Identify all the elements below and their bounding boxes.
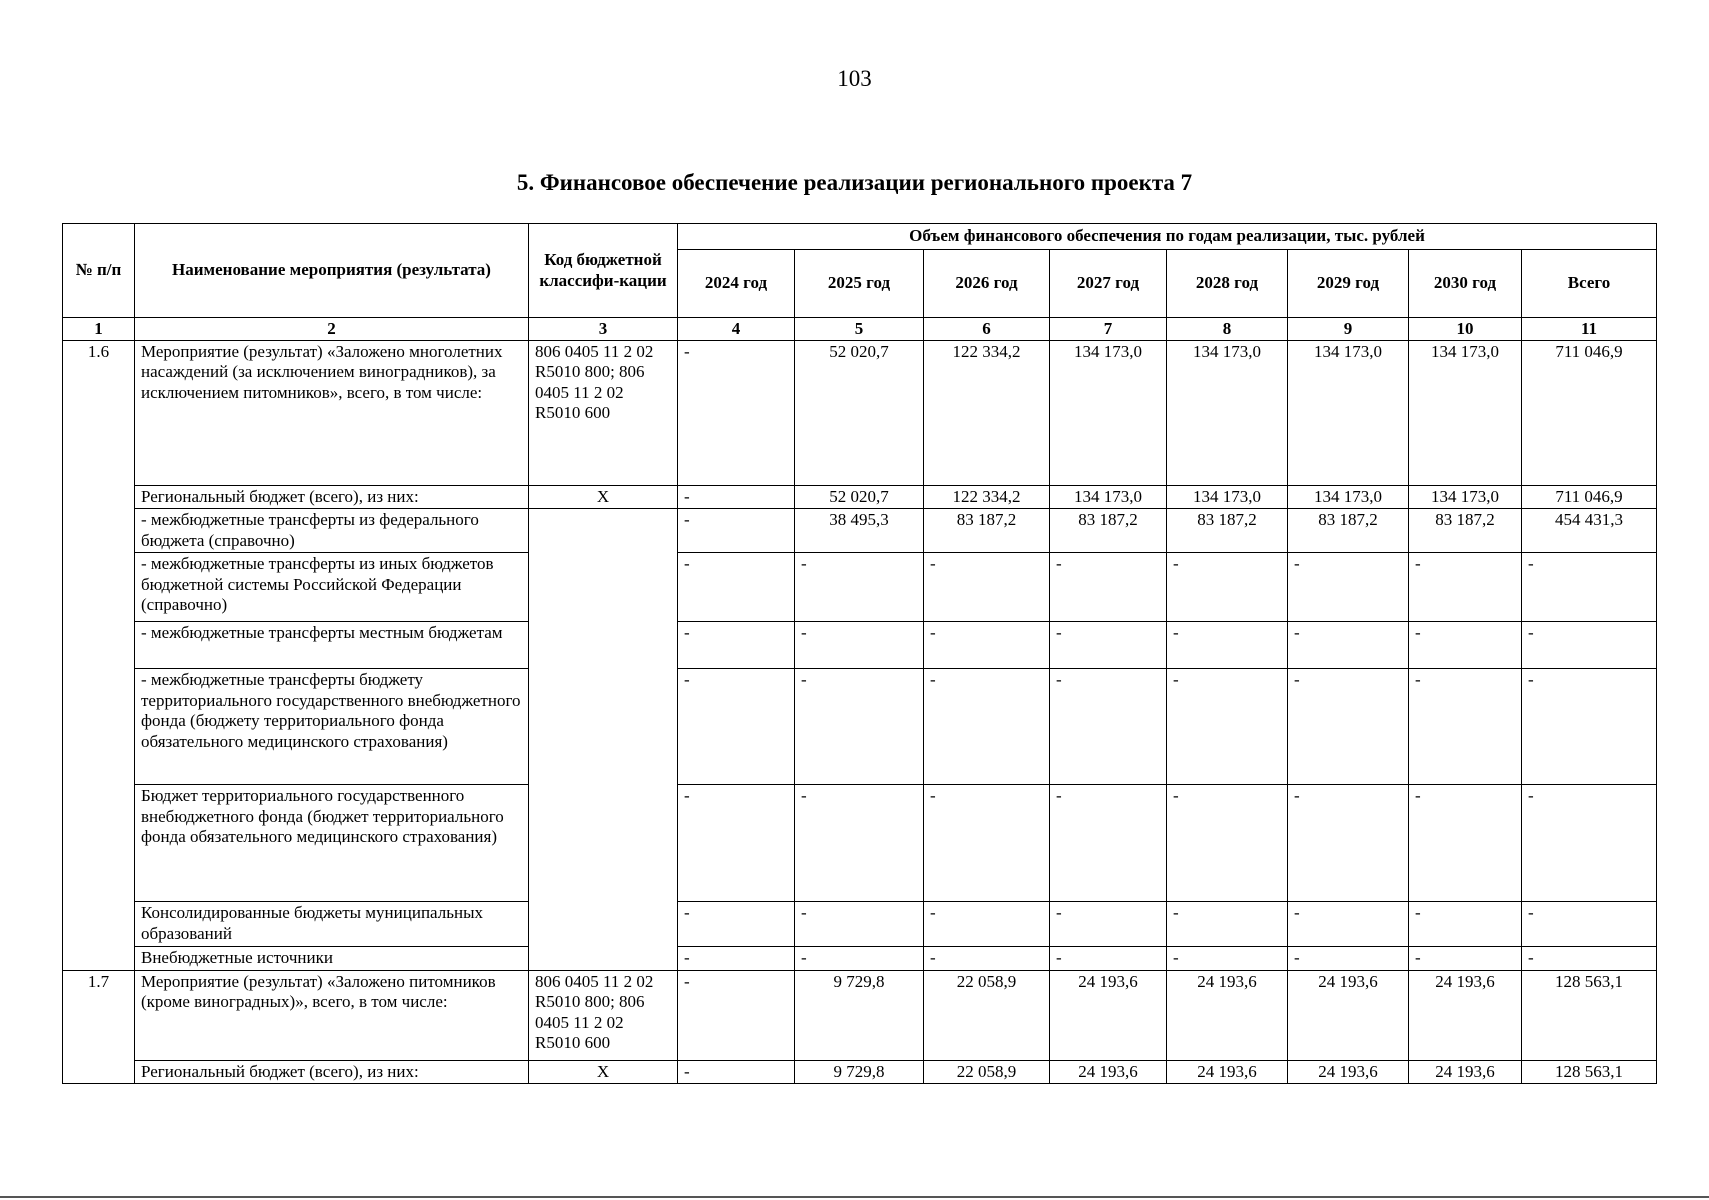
value-cell: - (1167, 669, 1288, 785)
table-row (63, 553, 1657, 622)
col-number: 7 (1050, 318, 1167, 341)
row-name: Мероприятие (результат) «Заложено питомников (кроме виноградных)», всего, в том числе: (135, 970, 529, 1060)
value-cell: - (1522, 947, 1657, 970)
value-cell: 134 173,0 (1167, 341, 1288, 486)
value-cell: - (678, 486, 795, 509)
value-cell: 711 046,9 (1522, 486, 1657, 509)
value-cell: - (795, 553, 924, 622)
header-year-2027: 2027 год (1050, 250, 1167, 318)
value-cell: 24 193,6 (1167, 1060, 1288, 1083)
value-cell: 9 729,8 (795, 1060, 924, 1083)
value-cell: - (1167, 553, 1288, 622)
col-number: 8 (1167, 318, 1288, 341)
row-number: 1.6 (63, 341, 135, 971)
value-cell: - (1288, 622, 1409, 669)
value-cell: - (795, 622, 924, 669)
value-cell: 24 193,6 (1167, 970, 1288, 1060)
value-cell: - (1409, 669, 1522, 785)
value-cell: 83 187,2 (1288, 509, 1409, 553)
value-cell: 24 193,6 (1409, 1060, 1522, 1083)
value-cell: 9 729,8 (795, 970, 924, 1060)
header-year-2024: 2024 год (678, 250, 795, 318)
value-cell: - (678, 970, 795, 1060)
value-cell: 134 173,0 (1167, 486, 1288, 509)
table-row (63, 486, 1657, 509)
header-num: № п/п (63, 224, 135, 318)
value-cell: - (678, 553, 795, 622)
value-cell: - (1522, 669, 1657, 785)
value-cell: 22 058,9 (924, 1060, 1050, 1083)
header-volume: Объем финансового обеспечения по годам реализации, тыс. рублей (678, 224, 1657, 250)
header-total: Всего (1522, 250, 1657, 318)
value-cell: - (1288, 669, 1409, 785)
table-row (63, 669, 1657, 785)
page-number: 103 (837, 66, 872, 91)
row-name: Бюджет территориального государственного внебюджетного фонда (бюджет территориального фонда обязательного медицинского страхования) (135, 785, 529, 902)
row-name: - межбюджетные трансферты местным бюджетам (135, 622, 529, 669)
value-cell: 134 173,0 (1050, 341, 1167, 486)
value-cell: - (1167, 947, 1288, 970)
row-number: 1.7 (63, 970, 135, 1083)
value-cell: - (1288, 553, 1409, 622)
value-cell: 454 431,3 (1522, 509, 1657, 553)
value-cell: 134 173,0 (1050, 486, 1167, 509)
value-cell: - (795, 947, 924, 970)
value-cell: - (678, 341, 795, 486)
value-cell: - (795, 785, 924, 902)
value-cell: - (924, 669, 1050, 785)
table-row (63, 509, 1657, 553)
value-cell: - (678, 622, 795, 669)
row-name: - межбюджетные трансферты из федерального бюджета (справочно) (135, 509, 529, 553)
value-cell: - (1288, 785, 1409, 902)
col-number: 1 (63, 318, 135, 341)
value-cell: - (924, 622, 1050, 669)
col-number: 6 (924, 318, 1050, 341)
col-number: 2 (135, 318, 529, 341)
row-name: Региональный бюджет (всего), из них: (135, 486, 529, 509)
value-cell: - (1050, 622, 1167, 669)
row-name: Мероприятие (результат) «Заложено многолетних насаждений (за исключением виноградников), за исключением питомников», всего, в том числе: (135, 341, 529, 486)
row-name: - межбюджетные трансферты из иных бюджетов бюджетной системы Российской Федерации (справочно) (135, 553, 529, 622)
row-name: Региональный бюджет (всего), из них: (135, 1060, 529, 1083)
value-cell: - (1409, 622, 1522, 669)
value-cell: - (678, 669, 795, 785)
header-code: Код бюджетной классифи-кации (529, 224, 678, 318)
value-cell: - (1050, 947, 1167, 970)
row-name: Консолидированные бюджеты муниципальных образований (135, 902, 529, 947)
value-cell: - (924, 553, 1050, 622)
value-cell: - (1050, 553, 1167, 622)
value-cell: - (1288, 902, 1409, 947)
value-cell: 134 173,0 (1288, 486, 1409, 509)
value-cell: 128 563,1 (1522, 1060, 1657, 1083)
value-cell: 134 173,0 (1409, 486, 1522, 509)
row-code: X (529, 486, 678, 509)
value-cell: 83 187,2 (924, 509, 1050, 553)
row-code-empty (529, 509, 678, 970)
value-cell: - (1522, 622, 1657, 669)
table-row (63, 785, 1657, 902)
value-cell: 122 334,2 (924, 341, 1050, 486)
value-cell: - (1409, 785, 1522, 902)
header-year-2029: 2029 год (1288, 250, 1409, 318)
value-cell: - (678, 947, 795, 970)
value-cell: - (1288, 947, 1409, 970)
row-name: - межбюджетные трансферты бюджету территориального государственного внебюджетного фонда (бюджету территориального фонда обязательного медицинского страхования) (135, 669, 529, 785)
row-code: 806 0405 11 2 02 R5010 800; 806 0405 11 2 02 R5010 600 (529, 970, 678, 1060)
value-cell: 24 193,6 (1288, 1060, 1409, 1083)
value-cell: 711 046,9 (1522, 341, 1657, 486)
table-row (63, 1060, 1657, 1083)
value-cell: - (678, 785, 795, 902)
value-cell: - (1167, 785, 1288, 902)
table-row (63, 970, 1657, 1060)
value-cell: 52 020,7 (795, 341, 924, 486)
value-cell: 38 495,3 (795, 509, 924, 553)
value-cell: 134 173,0 (1288, 341, 1409, 486)
value-cell: - (1167, 622, 1288, 669)
col-number: 10 (1409, 318, 1522, 341)
value-cell: - (1409, 947, 1522, 970)
value-cell: 83 187,2 (1409, 509, 1522, 553)
document-title: 5. Финансовое обеспечение реализации регионального проекта 7 (516, 170, 1193, 195)
value-cell: 52 020,7 (795, 486, 924, 509)
col-number: 9 (1288, 318, 1409, 341)
value-cell: - (924, 785, 1050, 902)
value-cell: 22 058,9 (924, 970, 1050, 1060)
col-number: 5 (795, 318, 924, 341)
header-name: Наименование мероприятия (результата) (135, 224, 529, 318)
value-cell: - (924, 947, 1050, 970)
value-cell: - (1167, 902, 1288, 947)
value-cell: 24 193,6 (1050, 970, 1167, 1060)
row-code: 806 0405 11 2 02 R5010 800; 806 0405 11 2 02 R5010 600 (529, 341, 678, 486)
value-cell: 24 193,6 (1288, 970, 1409, 1060)
header-year-2025: 2025 год (795, 250, 924, 318)
value-cell: - (678, 509, 795, 553)
col-number: 11 (1522, 318, 1657, 341)
value-cell: - (1522, 902, 1657, 947)
value-cell: 128 563,1 (1522, 970, 1657, 1060)
value-cell: - (1522, 553, 1657, 622)
value-cell: - (1050, 902, 1167, 947)
value-cell: - (1522, 785, 1657, 902)
col-number: 4 (678, 318, 795, 341)
financing-table (62, 223, 1657, 1084)
value-cell: - (1050, 669, 1167, 785)
row-code: X (529, 1060, 678, 1083)
value-cell: 24 193,6 (1050, 1060, 1167, 1083)
value-cell: 24 193,6 (1409, 970, 1522, 1060)
table-row (63, 341, 1657, 486)
table-row (63, 622, 1657, 669)
value-cell: - (1409, 902, 1522, 947)
row-name: Внебюджетные источники (135, 947, 529, 970)
value-cell: 83 187,2 (1050, 509, 1167, 553)
value-cell: - (1409, 553, 1522, 622)
value-cell: 83 187,2 (1167, 509, 1288, 553)
header-year-2026: 2026 год (924, 250, 1050, 318)
header-year-2028: 2028 год (1167, 250, 1288, 318)
value-cell: - (1050, 785, 1167, 902)
value-cell: 134 173,0 (1409, 341, 1522, 486)
value-cell: - (678, 1060, 795, 1083)
header-year-2030: 2030 год (1409, 250, 1522, 318)
value-cell: - (678, 902, 795, 947)
scan-edge-line (0, 1196, 1709, 1198)
value-cell: 122 334,2 (924, 486, 1050, 509)
table-row (63, 902, 1657, 947)
value-cell: - (795, 902, 924, 947)
col-number: 3 (529, 318, 678, 341)
table-row (63, 947, 1657, 970)
value-cell: - (924, 902, 1050, 947)
value-cell: - (795, 669, 924, 785)
